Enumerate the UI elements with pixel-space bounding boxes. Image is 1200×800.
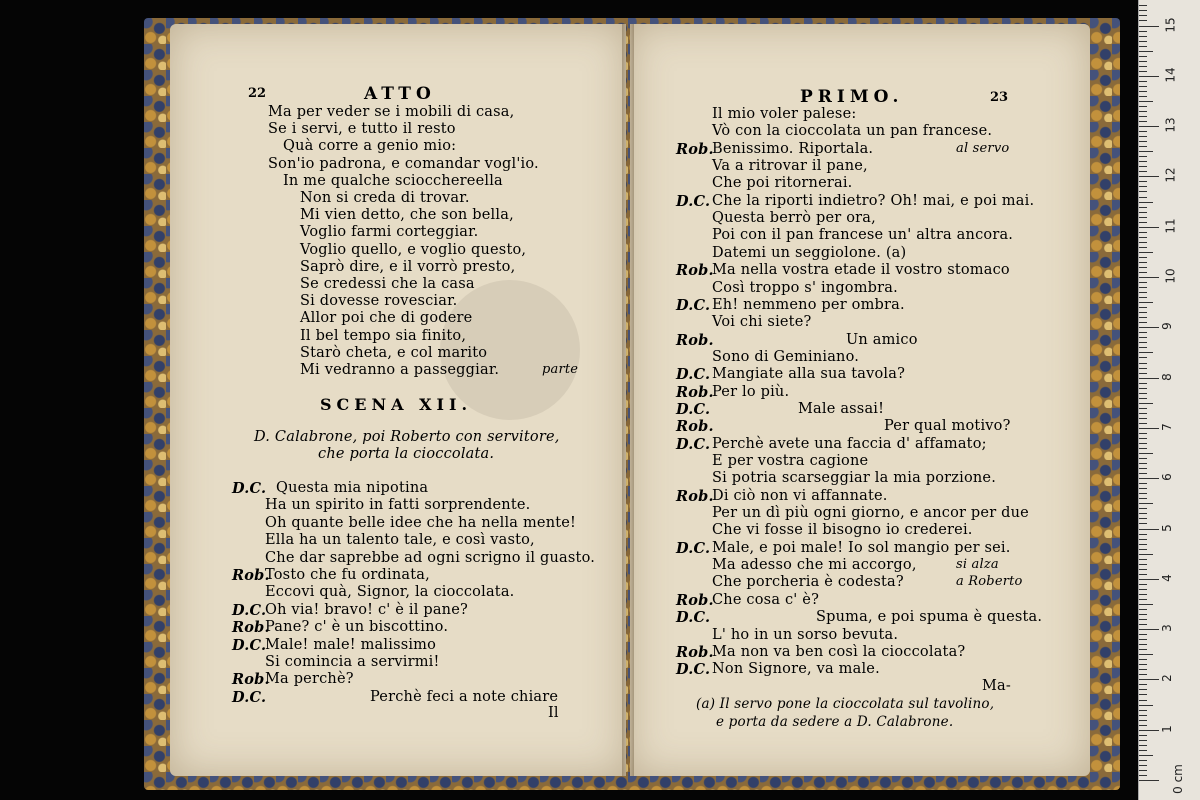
ruler-tick	[1139, 694, 1147, 695]
ruler-tick	[1139, 307, 1147, 308]
ruler-tick	[1139, 197, 1147, 198]
dialogue-line: Che vi fosse il bisogno io crederei.	[712, 522, 973, 539]
ruler-number: 3	[1159, 624, 1174, 632]
ruler-tick	[1139, 5, 1147, 6]
ruler-number: 4	[1159, 573, 1174, 582]
dialogue-line: L' ho in un sorso bevuta.	[712, 626, 899, 643]
dialogue-line: Voi chi siete?	[712, 314, 812, 331]
ruler-tick	[1139, 388, 1147, 389]
right-catchword: Ma-	[982, 678, 1011, 694]
ruler-number: 7	[1159, 423, 1174, 431]
ruler-tick	[1139, 639, 1147, 640]
ruler-number: 9	[1159, 322, 1174, 331]
ruler-number: 8	[1159, 372, 1174, 381]
speaker-label: Rob.	[676, 140, 714, 158]
ruler-tick	[1139, 689, 1147, 690]
ruler-number: 13	[1163, 117, 1178, 133]
dialogue-line: Ma nella vostra etade il vostro stomaco	[712, 262, 1010, 279]
dialogue-line: Ma adesso che mi accorgo,	[712, 557, 917, 574]
verse-line: Non si creda di trovar.	[300, 190, 470, 206]
ruler-tick	[1139, 513, 1147, 514]
ruler-tick	[1139, 56, 1147, 57]
ruler-tick	[1139, 136, 1147, 137]
ruler-tick	[1139, 609, 1147, 610]
ruler-tick	[1139, 589, 1147, 590]
dialogue-line: Poi con il pan francese un' altra ancora.	[712, 227, 1014, 244]
dialogue-line: Si potria scarseggiar la mia porzione.	[712, 470, 996, 487]
ruler-tick	[1139, 730, 1159, 731]
ruler-tick	[1139, 468, 1147, 469]
dialogue-line: Che poi ritornerai.	[712, 175, 853, 192]
ruler-tick	[1139, 780, 1159, 781]
ruler-number: 0 cm	[1170, 764, 1185, 794]
verse-line: Mi vien detto, che son bella,	[300, 207, 514, 224]
left-page-number: 22	[248, 86, 267, 101]
ruler-tick	[1139, 66, 1147, 67]
ruler-tick	[1139, 418, 1147, 419]
ruler-tick	[1139, 760, 1147, 761]
dialogue-line: Che la riporti indietro? Oh! mai, e poi mai.	[712, 192, 1035, 209]
ruler-tick	[1139, 750, 1147, 751]
ruler-tick	[1139, 674, 1147, 675]
left-catchword: Il	[548, 705, 559, 721]
scene-description-2: che porta la cioccolata.	[318, 446, 495, 462]
ruler-tick	[1139, 478, 1159, 479]
dialogue-line: Un amico	[846, 331, 918, 348]
stage-direction: a Roberto	[956, 574, 1023, 590]
scene-title: SCENA XII.	[320, 395, 473, 414]
speaker-label: Rob.	[676, 487, 714, 505]
ruler-tick	[1139, 116, 1147, 117]
measurement-ruler	[1138, 0, 1200, 800]
speaker-label: Rob.	[232, 619, 270, 637]
ruler-tick	[1139, 403, 1153, 404]
ruler-tick	[1139, 659, 1147, 660]
ruler-tick	[1139, 574, 1147, 575]
speaker-label: D.C.	[676, 609, 711, 627]
ruler-number: 6	[1159, 473, 1174, 482]
ruler-number: 12	[1163, 167, 1178, 184]
ruler-tick	[1139, 523, 1147, 524]
ruler-tick	[1139, 559, 1147, 560]
speaker-label: Rob.	[676, 262, 714, 280]
ruler-tick	[1139, 700, 1147, 701]
dialogue-line: Mangiate alla sua tavola?	[712, 366, 906, 383]
ruler-tick	[1139, 508, 1147, 509]
ruler-tick	[1139, 604, 1153, 605]
right-page-header: PRIMO.	[800, 87, 904, 107]
ruler-tick	[1139, 31, 1147, 32]
dialogue-line: Tosto che fu ordinata,	[265, 567, 430, 583]
verse-line: Starò cheta, e col marito	[300, 344, 488, 361]
ruler-tick	[1139, 297, 1147, 298]
ruler-tick	[1139, 413, 1147, 414]
speaker-label: D.C.	[676, 366, 711, 384]
dialogue-line: Spuma, e poi spuma è questa.	[816, 609, 1043, 626]
footnote-line-1: (a) Il servo pone la cioccolata sul tavolino,	[696, 696, 995, 712]
ruler-tick	[1139, 448, 1147, 449]
ruler-tick	[1139, 594, 1147, 595]
dialogue-line: Di ciò non vi affannate.	[712, 487, 888, 504]
verse-line: In me qualche sciocchereella	[283, 172, 503, 189]
ruler-tick	[1139, 46, 1147, 47]
ruler-tick	[1139, 227, 1159, 228]
dialogue-line: Che porcheria è codesta?	[712, 574, 904, 591]
ruler-tick	[1139, 654, 1153, 655]
verse-line: Si dovesse rovesciar.	[300, 293, 458, 310]
ruler-tick	[1139, 302, 1153, 303]
ruler-tick	[1139, 237, 1147, 238]
ruler-tick	[1139, 232, 1147, 233]
speaker-label: D.C.	[676, 539, 711, 557]
ruler-number: 5	[1159, 523, 1174, 532]
dialogue-line: Per qual motivo?	[884, 418, 1011, 435]
ruler-tick	[1139, 91, 1147, 92]
ruler-tick	[1139, 156, 1147, 157]
ruler-tick	[1139, 488, 1147, 489]
dialogue-line: Che cosa c' è?	[712, 591, 820, 608]
ruler-tick	[1139, 493, 1147, 494]
ruler-tick	[1139, 684, 1147, 685]
ruler-tick	[1139, 337, 1147, 338]
speaker-label: D.C.	[232, 601, 267, 619]
ruler-tick	[1139, 679, 1159, 680]
dialogue-line: Male assai!	[798, 400, 885, 417]
speaker-label: D.C.	[232, 636, 267, 654]
ruler-tick	[1139, 564, 1147, 565]
ruler-tick	[1139, 126, 1159, 127]
ruler-tick	[1139, 775, 1147, 776]
book-gutter	[622, 24, 634, 776]
ruler-tick	[1139, 312, 1147, 313]
dialogue-line: Si comincia a servirmi!	[265, 654, 440, 670]
ruler-tick	[1139, 458, 1147, 459]
ruler-tick	[1139, 242, 1147, 243]
verse-line: Mi vedranno a passeggiar.	[300, 362, 500, 378]
dialogue-line: Va a ritrovar il pane,	[712, 158, 868, 175]
ruler-number: 11	[1163, 218, 1178, 234]
exit-note: parte	[542, 362, 579, 377]
ruler-tick	[1139, 352, 1153, 353]
ruler-tick	[1139, 81, 1147, 82]
dialogue-line: Sono di Geminiano.	[712, 348, 860, 365]
ruler-tick	[1139, 186, 1147, 187]
dialogue-line: Pane? c' è un biscottino.	[265, 619, 449, 636]
ruler-tick	[1139, 181, 1147, 182]
ruler-tick	[1139, 599, 1147, 600]
ruler-tick	[1139, 443, 1147, 444]
ruler-tick	[1139, 171, 1147, 172]
ruler-tick	[1139, 619, 1147, 620]
ruler-tick	[1139, 534, 1147, 535]
ruler-tick	[1139, 363, 1147, 364]
ruler-tick	[1139, 438, 1147, 439]
speaker-label: D.C.	[676, 400, 711, 418]
ruler-tick	[1139, 710, 1147, 711]
ruler-tick	[1139, 725, 1147, 726]
ruler-tick	[1139, 423, 1147, 424]
dialogue-line: Oh via! bravo! c' è il pane?	[265, 601, 468, 618]
ruler-tick	[1139, 614, 1147, 615]
ruler-tick	[1139, 770, 1147, 771]
ruler-tick	[1139, 141, 1147, 142]
ruler-tick	[1139, 212, 1147, 213]
ruler-number: 14	[1163, 67, 1178, 83]
ruler-tick	[1139, 26, 1159, 27]
speaker-label: Rob.	[232, 567, 270, 584]
ruler-tick	[1139, 207, 1147, 208]
dialogue-line: Ha un spirito in fatti sorprendente.	[265, 497, 531, 514]
ruler-tick	[1139, 71, 1147, 72]
dialogue-line: Male! male! malissimo	[265, 636, 437, 653]
ruler-tick	[1139, 539, 1147, 540]
ruler-tick	[1139, 111, 1147, 112]
verse-line: Allor poi che di godere	[300, 310, 473, 327]
speaker-label: Rob.	[676, 383, 714, 401]
ruler-tick	[1139, 96, 1147, 97]
verse-line: Il bel tempo sia finito,	[300, 327, 467, 344]
ruler-tick	[1139, 549, 1147, 550]
ruler-tick	[1139, 569, 1147, 570]
ruler-number: 1	[1159, 724, 1174, 733]
ruler-tick	[1139, 428, 1159, 429]
ruler-tick	[1139, 267, 1147, 268]
ruler-tick	[1139, 529, 1159, 530]
ruler-tick	[1139, 317, 1147, 318]
ruler-tick	[1139, 629, 1159, 630]
dialogue-line: Così troppo s' ingombra.	[712, 279, 898, 296]
scene-description-1: D. Calabrone, poi Roberto con servitore,	[254, 429, 560, 445]
dialogue-line: Eccovi quà, Signor, la cioccolata.	[265, 584, 515, 601]
ruler-tick	[1139, 649, 1147, 650]
ruler-tick	[1139, 121, 1147, 122]
verse-line: Voglio quello, e voglio questo,	[300, 241, 527, 258]
dialogue-line: Datemi un seggiolone. (a)	[712, 244, 907, 261]
ruler-tick	[1139, 554, 1153, 555]
ruler-tick	[1139, 41, 1147, 42]
ruler-tick	[1139, 151, 1153, 152]
ruler-tick	[1139, 755, 1153, 756]
ruler-tick	[1139, 544, 1147, 545]
ruler-tick	[1139, 740, 1147, 741]
ruler-tick	[1139, 272, 1147, 273]
dialogue-line: Ma perchè?	[265, 671, 354, 688]
ruler-tick	[1139, 433, 1147, 434]
speaker-label: D.C.	[676, 296, 711, 314]
speaker-label: D.C.	[232, 688, 267, 706]
ruler-tick	[1139, 36, 1147, 37]
verse-line: Quà corre a genio mio:	[283, 138, 457, 155]
speaker-label: D.C.	[676, 661, 711, 679]
ruler-tick	[1139, 735, 1147, 736]
ruler-tick	[1139, 247, 1147, 248]
dialogue-line: Per un dì più ogni giorno, e ancor per due	[712, 505, 1029, 522]
verse-line: Se i servi, e tutto il resto	[268, 121, 456, 138]
ruler-tick	[1139, 498, 1147, 499]
ruler-tick	[1139, 398, 1147, 399]
ruler-tick	[1139, 10, 1147, 11]
ruler-tick	[1139, 393, 1147, 394]
ruler-tick	[1139, 453, 1153, 454]
ruler-tick	[1139, 322, 1147, 323]
speaker-label: Rob.	[232, 671, 270, 689]
ruler-tick	[1139, 161, 1147, 162]
speaker-label: Rob.	[676, 643, 714, 661]
ruler-tick	[1139, 166, 1147, 167]
ruler-tick	[1139, 463, 1147, 464]
ruler-tick	[1139, 76, 1159, 77]
dialogue-line: Ella ha un talento tale, e così vasto,	[265, 532, 535, 549]
ruler-tick	[1139, 765, 1147, 766]
ruler-tick	[1139, 408, 1147, 409]
ruler-tick	[1139, 644, 1147, 645]
ruler-tick	[1139, 579, 1159, 580]
speaker-label: Rob.	[676, 331, 714, 349]
ruler-tick	[1139, 191, 1147, 192]
ruler-tick	[1139, 347, 1147, 348]
ruler-tick	[1139, 357, 1147, 358]
ruler-tick	[1139, 217, 1147, 218]
ruler-tick	[1139, 277, 1159, 278]
ruler-tick	[1139, 262, 1147, 263]
dialogue-line: Oh quante belle idee che ha nella mente!	[265, 514, 577, 531]
stage-direction: al servo	[956, 140, 1010, 156]
dialogue-line: Male, e poi male! Io sol mangio per sei.	[712, 539, 1011, 556]
footnote-line-2: e porta da sedere a D. Calabrone.	[716, 714, 954, 730]
ruler-tick	[1139, 176, 1159, 177]
dialogue-line: Che dar saprebbe ad ogni scrigno il guasto.	[265, 549, 596, 566]
ruler-number: 15	[1163, 16, 1178, 33]
dialogue-line: Perchè feci a note chiare	[370, 688, 559, 705]
ruler-tick	[1139, 473, 1147, 474]
ruler-tick	[1139, 282, 1147, 283]
dialogue-line: Ma non va ben così la cioccolata?	[712, 643, 966, 660]
dialogue-line: Vò con la cioccolata un pan francese.	[712, 123, 993, 140]
ruler-tick	[1139, 368, 1147, 369]
speaker-label: D.C.	[676, 192, 711, 210]
dialogue-line: Questa berrò per ora,	[712, 210, 876, 227]
ruler-tick	[1139, 634, 1147, 635]
ruler-tick	[1139, 745, 1147, 746]
ruler-number: 10	[1163, 268, 1178, 284]
ruler-tick	[1139, 503, 1153, 504]
ruler-tick	[1139, 252, 1153, 253]
verse-line: Son'io padrona, e comandar vogl'io.	[268, 155, 539, 172]
ruler-tick	[1139, 342, 1147, 343]
dialogue-line: Il mio voler palese:	[712, 106, 857, 122]
ruler-tick	[1139, 15, 1147, 16]
ruler-tick	[1139, 584, 1147, 585]
ruler-tick	[1139, 131, 1147, 132]
ruler-tick	[1139, 257, 1147, 258]
dialogue-line: E per vostra cagione	[712, 453, 869, 469]
speaker-label: D.C.	[676, 435, 711, 453]
ruler-tick	[1139, 222, 1147, 223]
ruler-tick	[1139, 327, 1159, 328]
dialogue-line: Benissimo. Riportala.	[712, 140, 874, 157]
ruler-tick	[1139, 101, 1153, 102]
ruler-number: 2	[1159, 674, 1174, 683]
ruler-tick	[1139, 720, 1147, 721]
ruler-tick	[1139, 669, 1147, 670]
ruler-tick	[1139, 373, 1147, 374]
verse-line: Se credessi che la casa	[300, 276, 475, 292]
ruler-tick	[1139, 332, 1147, 333]
ruler-tick	[1139, 20, 1147, 21]
speaker-label: Rob.	[676, 418, 714, 436]
ruler-tick	[1139, 61, 1147, 62]
ruler-tick	[1139, 106, 1147, 107]
right-page-number: 23	[990, 90, 1009, 105]
ruler-tick	[1139, 383, 1147, 384]
stage-direction: si alza	[956, 557, 999, 573]
ruler-tick	[1139, 664, 1147, 665]
ruler-tick	[1139, 202, 1153, 203]
dialogue-line: Non Signore, va male.	[712, 661, 880, 678]
dialogue-line: Perchè avete una faccia d' affamato;	[712, 435, 987, 452]
left-page-header: ATTO	[364, 84, 436, 104]
ruler-tick	[1139, 86, 1147, 87]
ruler-tick	[1139, 287, 1147, 288]
ruler-tick	[1139, 292, 1147, 293]
ruler-tick	[1139, 51, 1153, 52]
dialogue-line: Questa mia nipotina	[276, 480, 429, 496]
ruler-tick	[1139, 483, 1147, 484]
ruler-tick	[1139, 705, 1153, 706]
ruler-tick	[1139, 378, 1159, 379]
ruler-tick	[1139, 146, 1147, 147]
dialogue-line: Eh! nemmeno per ombra.	[712, 296, 905, 313]
verse-line: Voglio farmi corteggiar.	[300, 224, 479, 241]
speaker-label: Rob.	[676, 591, 714, 609]
ruler-tick	[1139, 518, 1147, 519]
verse-line: Saprò dire, e il vorrò presto,	[300, 258, 516, 275]
verse-line: Ma per veder se i mobili di casa,	[268, 104, 515, 120]
ruler-tick	[1139, 715, 1147, 716]
speaker-label: D.C.	[232, 480, 267, 497]
ruler-tick	[1139, 624, 1147, 625]
dialogue-line: Per lo più.	[712, 383, 790, 400]
